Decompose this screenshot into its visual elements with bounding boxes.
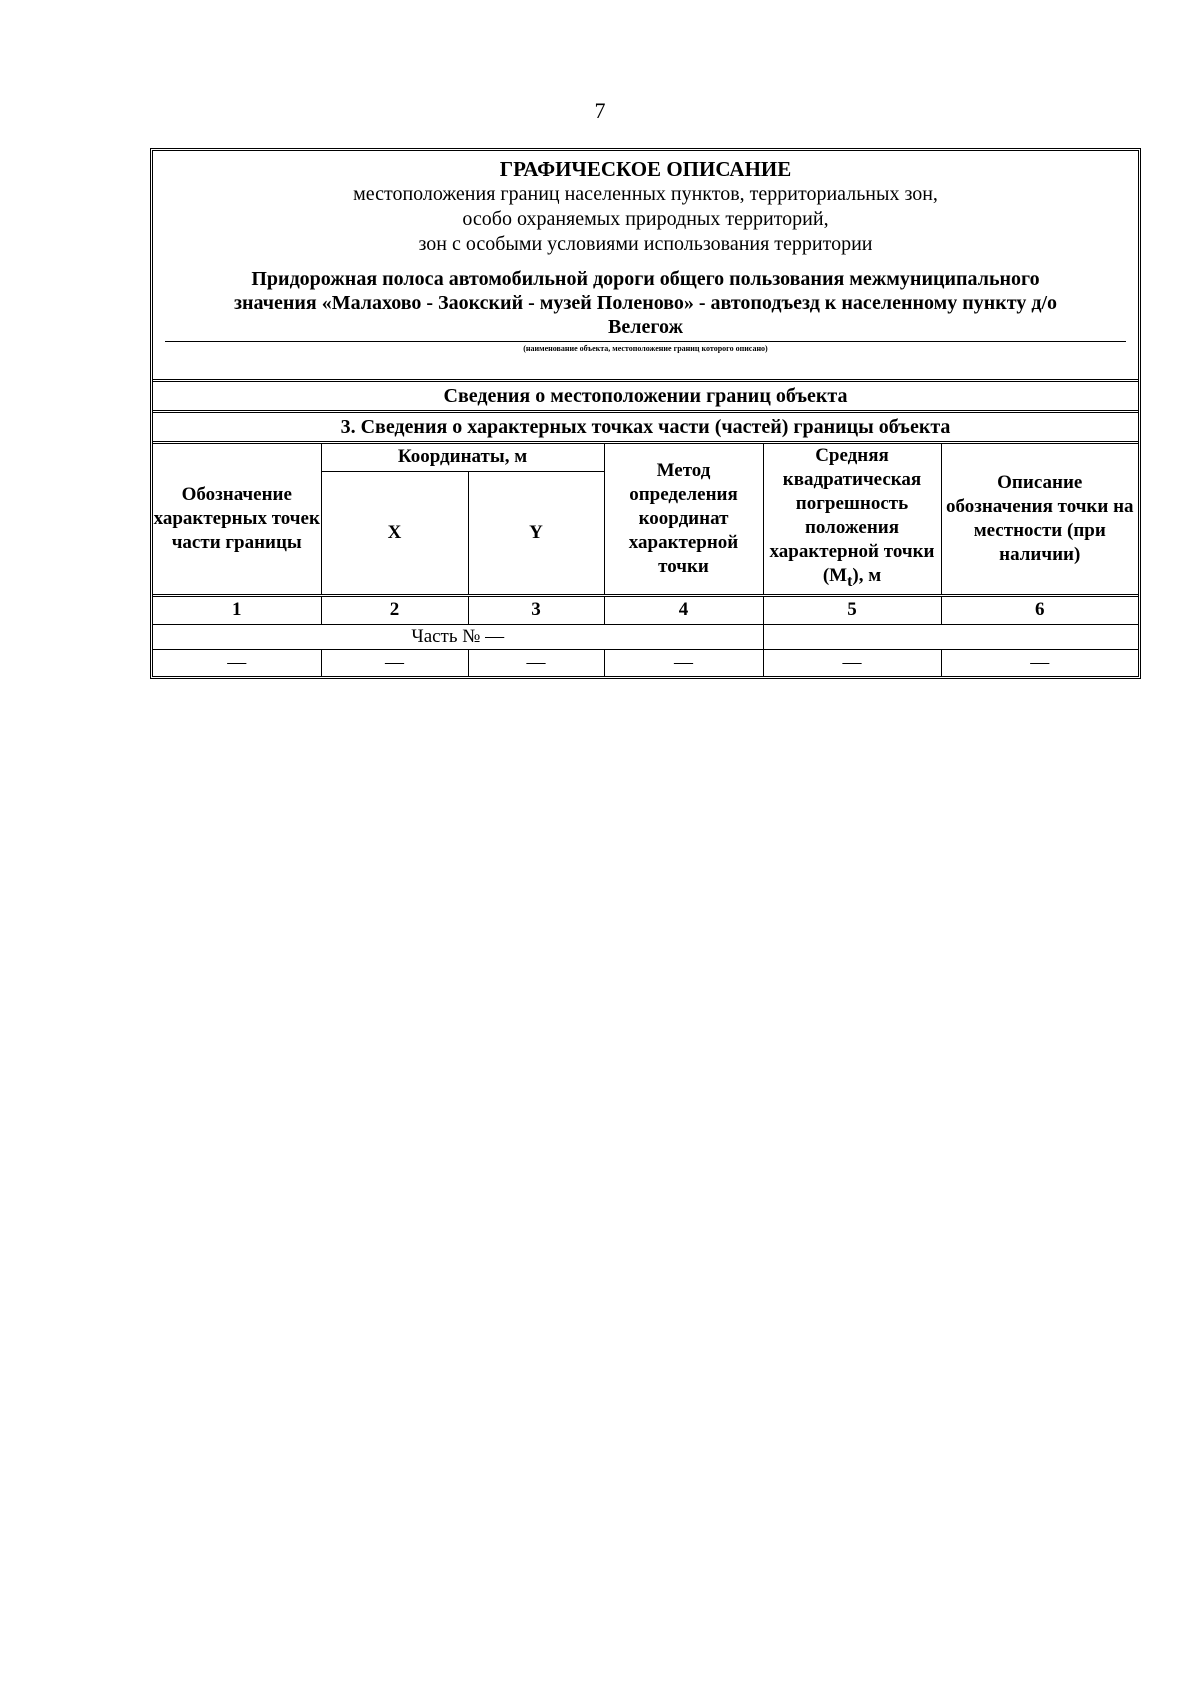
page-number: 7 [594, 98, 606, 123]
error-header-text: Средняя квадратическая погрешность положения характерной точки (M [769, 445, 935, 586]
object-name-caption: (наименование объекта, местоположение границ которого описано) [523, 344, 768, 353]
header-mean-square-error [763, 444, 941, 595]
subtitle-line: местоположения границ населенных пунктов, территориальных зон, [353, 183, 938, 205]
column-number-row [153, 595, 1138, 624]
subtitle-line: особо охраняемых природных территорий, [462, 208, 829, 230]
column-number: 3 [468, 595, 604, 624]
error-header-suffix: ), м [852, 565, 882, 586]
table-cell: — [763, 649, 941, 676]
table-cell: — [604, 649, 763, 676]
column-number: 4 [604, 595, 763, 624]
header-point-designation: Обозначение характерных точек части границы [153, 444, 321, 595]
column-number: 6 [941, 595, 1138, 624]
column-number: 1 [153, 595, 321, 624]
document-title: ГРАФИЧЕСКОЕ ОПИСАНИЕ [499, 157, 792, 181]
table-cell: — [153, 649, 321, 676]
part-label: Часть № — [153, 624, 763, 649]
part-row [153, 624, 1138, 649]
object-name-line: значения «Малахово - Заокский - музей Поленово» - автоподъезд к населенному пункту д/о [233, 292, 1058, 314]
table-cell: — [468, 649, 604, 676]
form-header [153, 151, 1138, 382]
error-header-subscript: t [847, 572, 853, 590]
graphic-description-form [150, 148, 1141, 679]
column-number: 2 [321, 595, 468, 624]
header-y: Y [468, 471, 604, 595]
header-method: Метод определения координат характерной точки [604, 444, 763, 595]
part-row-empty-cell [763, 624, 1138, 649]
points-section-title: 3. Сведения о характерных точках части (частей) границы объекта [153, 413, 1138, 444]
object-name [165, 267, 1126, 342]
column-number: 5 [763, 595, 941, 624]
object-name-line: Придорожная полоса автомобильной дороги общего пользования межмуниципального [251, 268, 1040, 290]
table-row [153, 649, 1138, 676]
characteristic-points-table [153, 444, 1138, 676]
table-cell: — [941, 649, 1138, 676]
subtitle-line: зон с особыми условиями использования территории [418, 233, 873, 255]
object-name-line: Велегож [608, 316, 683, 338]
header-x: X [321, 471, 468, 595]
table-cell: — [321, 649, 468, 676]
header-coordinates: Координаты, м [321, 444, 604, 471]
location-section-title: Сведения о местоположении границ объекта [153, 382, 1138, 413]
header-point-description: Описание обозначения точки на местности (при наличии) [941, 444, 1138, 595]
